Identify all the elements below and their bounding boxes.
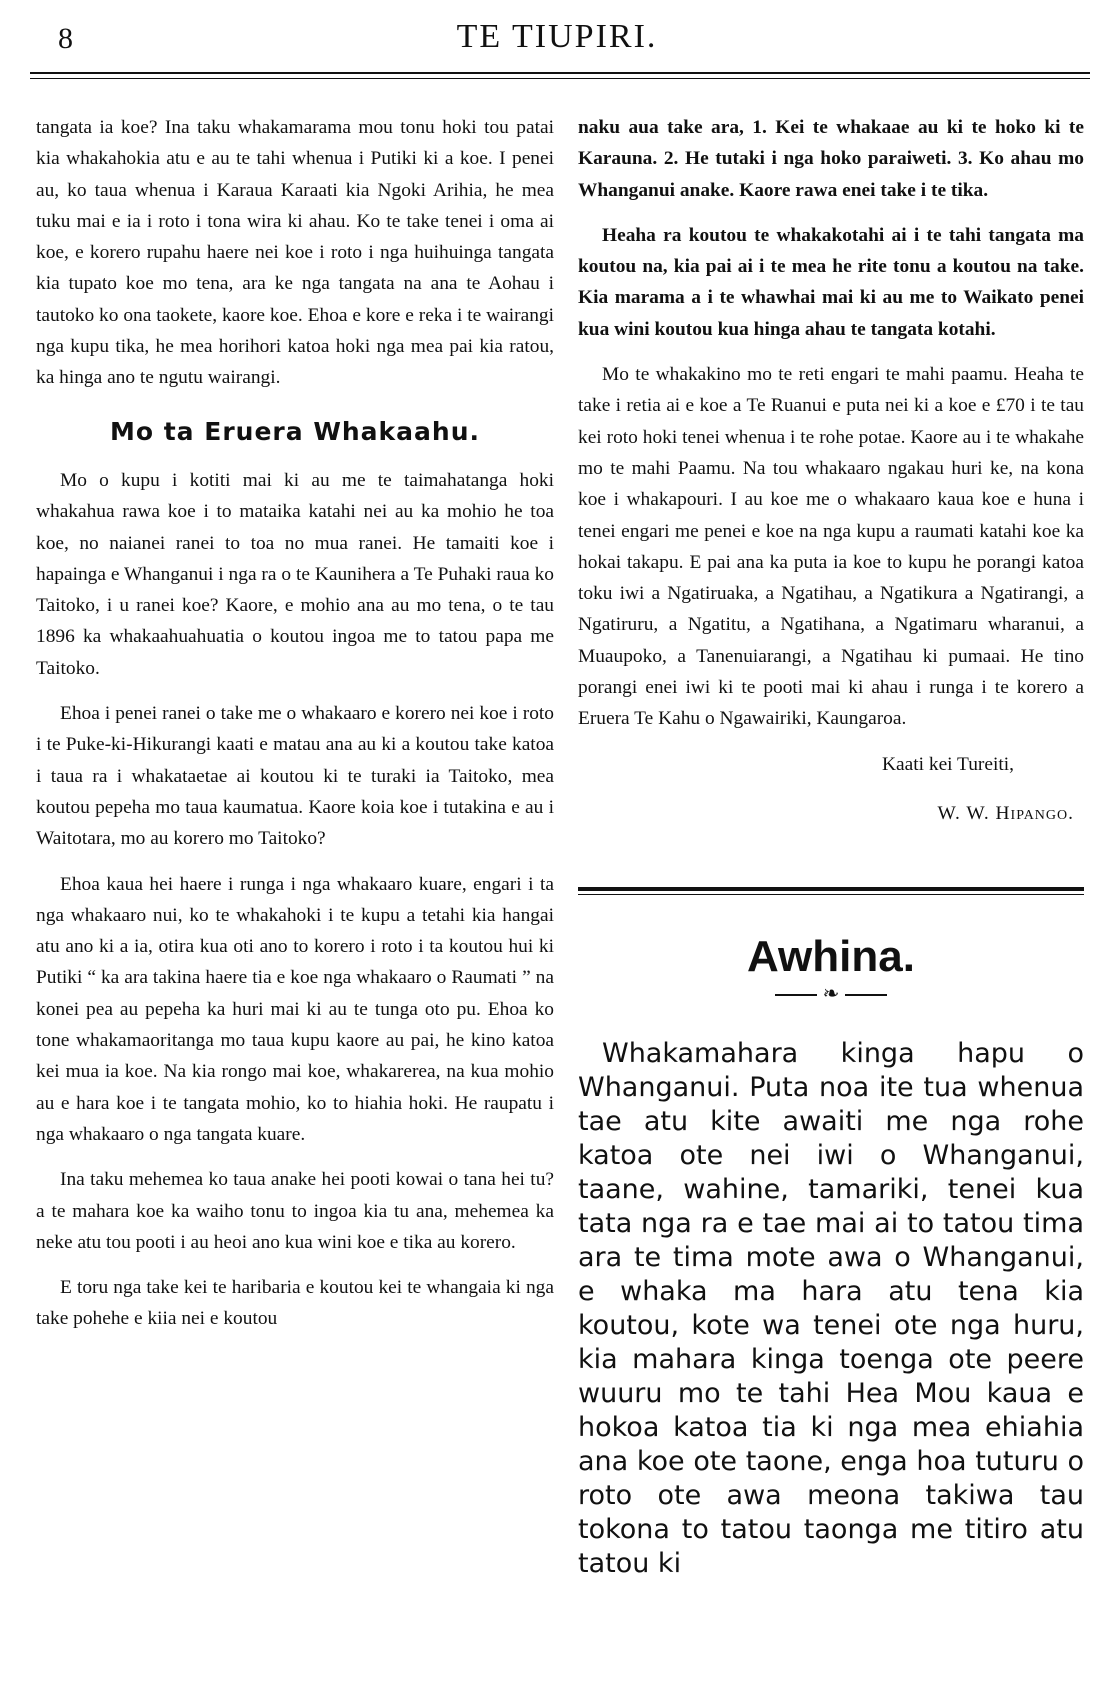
letter-signoff: Kaati kei Tureiti, <box>882 753 1014 775</box>
header-rule-thin <box>30 78 1090 79</box>
header-rule-thick <box>30 72 1090 74</box>
awhina-heading: Awhina. <box>747 932 915 982</box>
article-paragraph: naku aua take ara, 1. Kei te whakaae au ki te hoko ki te Karauna. 2. He tutaki i nga hoko paraiweti. 3. Ko ahau mo Whanganui anake. Kaore rawa enei take i te tika. <box>578 117 1084 201</box>
article-paragraph: Mo o kupu i kotiti mai ki au me te taimahatanga hoki whakahua rawa koe i to mataika katahi nei au ka mohio he toa koe, no naianei ranei to toa no mua ranei. He tamaiti koe i hapainga e Whanganui i nga ra o te Kaunihera a Te Puhaki raua ko Taitoko, i u ranei koe? Kaore, e mohio ana au mo tena, o te tau 1896 ka whakaahuahuatia o koutou ingoa me to tatou papa me Taitoko. <box>36 469 554 679</box>
page-number: 8 <box>58 22 73 55</box>
right-column <box>578 112 1084 1595</box>
section-divider-thick <box>578 887 1084 891</box>
awhina-notice-body: Whakamahara kinga hapu o Whanganui. Puta noa ite tua whenua tae atu kite awaiti me nga rohe katoa ote nei iwi o Whanganui, taane, wahine, tamariki, tenei kua tata nga ra e tae mai ai to tatou tima ara te tima mote awa o Whanganui, e whaka ma hara atu tena kia koutou, kote wa tenei ote nga huru, kia mahara kinga toenga ote peere wuuru mo te tahi Hea Mou kaua e hokoa katoa tia ki nga mea ehiahia ana koe ote taone, enga hoa tuturu o roto ote awa meona takiwa tau tokona to tatou taonga me titiro atu tatou ki <box>578 1037 1084 1579</box>
ornament-divider <box>578 979 1084 1011</box>
section-heading: Mo ta Eruera Whakaahu. <box>109 416 481 446</box>
article-paragraph: Heaha ra koutou te whakakotahi ai i te tahi tangata ma koutou na, kia pai ai i te mea he rite tonu a koutou na take. Kia marama a i te whawhai mai ki au me to Waikato penei kua wini koutou kua hinga ahau te tangata kotahi. <box>578 224 1084 340</box>
article-paragraph: Ina taku mehemea ko taua anake hei pooti kowai o tana hei tu? a te mahara koe ka waiho tonu to ingoa kia tu ana, mehemea ka neke atu tou pooti i au heoi ano kua wini koe e tika au korero. <box>36 1169 554 1253</box>
article-paragraph: Mo te whakakino mo te reti engari te mahi paamu. Heaha te take i retia ai e koe a Te Ruanui e puta nei ki a koe e £70 i te tau kei roto hoki tenei whenua i te rohe potae. Kaore au i te whakahe mo te mahi Paamu. Na tou whakaaro ngakau huri ke, na kona koe i whakapouri. I au koe me o whakaaro kaua koe e huna i tenei engari me penei e koe na nga kupu a raumati katahi koe ka hokai takapu. E pai ana ka puta ia koe to kupu he porangi katoa toku iwi a Ngatiruaka, a Ngatihau, a Ngatikura a Ngatirangi, a Ngatiruru, a Ngatitu, a Ngatihana, a Ngatimaru wharanui, a Muaupoko, a Tanenuiarangi, a Ngatihau ki pumaai. He tino porangi enei iwi ki te pooti mai ki ahau i runga i te korero a Eruera Te Kahu o Ngawairiki, Kaungaroa. <box>578 364 1084 730</box>
article-paragraph: Ehoa kaua hei haere i runga i nga whakaaro kuare, engari i ta nga whakaaro nui, ko te whakahoki i te kupu a tetahi kia hangai atu ano ki a ia, otira kua oti ano to korero i roto i ta koutou hui ki Putiki “ ka ara takina haere tia e koe nga whakaaro o Raumati ” na konei pea au pepeha ka huri mai ki au te tunga oto pu. Ehoa ko tone whakamaoritanga mo taua kupu kaore au pai, he kino katoa kei mua ia koe. Na kia rongo mai koe, whakarerea, na kua mohio au e hara koe i te tangata mohio, ko to hiahia hoki. He raupatu i nga whakaaro o nga tangata kuare. <box>36 873 554 1145</box>
page-header <box>0 0 1114 80</box>
article-paragraph: E toru nga take kei te haribaria e koutou kei te whangaia ki nga take pohehe e kiia nei e koutou <box>36 1277 554 1330</box>
left-column <box>36 112 554 1349</box>
newspaper-title: TE TIUPIRI. <box>456 18 658 55</box>
ornament-icon: ❧ <box>822 983 840 1006</box>
article-paragraph: tangata ia koe? Ina taku whakamarama mou tonu hoki tou patai kia whakahokia atu e au te tahi whenua i Putiki ki a koe. I penei au, ko taua whenua i Karaua Karaati kia Ngoki Arihia, he mea tuku mai e ia i roto i tona wira ki ahau. Ko te take tenei i oma ai koe, e korero rupahu haere nei koe i roto i nga huihuinga tangata kia tupato koe mo tena, ara ke nga tangata na ana te Aohau i tautoko ko ona taokete, kaore koe. Ehoa e kore e reka i te wairangi nga kupu tika, he mea horihori katoa hoki nga mea pai kia ratou, ka hinga ano te ngutu wairangi. <box>36 117 554 389</box>
letter-signature: W. W. Hipango. <box>937 802 1074 824</box>
section-divider-thin <box>578 894 1084 895</box>
article-paragraph: Ehoa i penei ranei o take me o whakaaro e korero nei koe i roto i te Puke-ki-Hikurangi kaati e matau ana au ki a koutou take katoa i taua ra i whakataetae ai koutou ki te turaki ia Taitoko, mea koutou pepeha mo taua kaumatua. Kaore koia koe i tutakina e au i Waitotara, mo au korero mo Taitoko? <box>36 703 554 850</box>
